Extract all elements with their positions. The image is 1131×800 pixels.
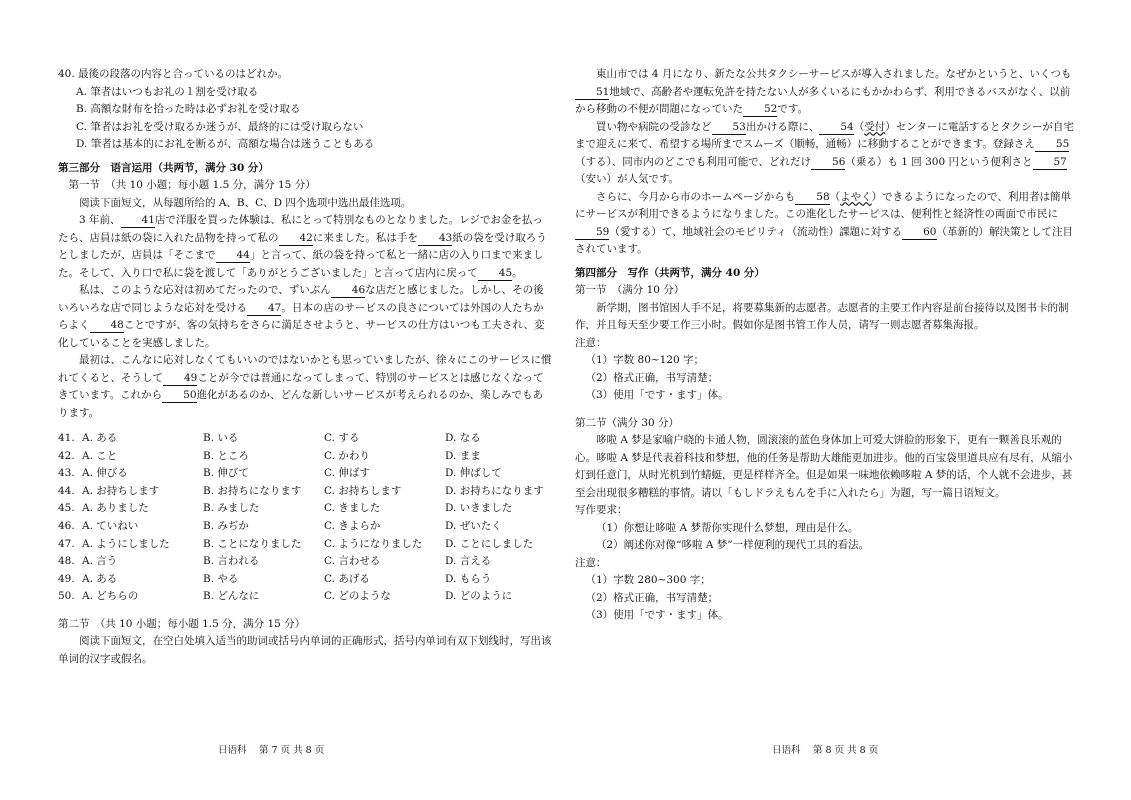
blank-60: 60 — [902, 226, 936, 240]
writing2-requirements-label: 写作要求： — [575, 504, 628, 516]
choice-row — [58, 571, 544, 589]
choice-row — [58, 448, 544, 466]
writing2-requirement: （2）阐述你对像“哆啦 A 梦”一样便利的现代工具的看法。 — [596, 539, 870, 551]
writing1-note: （1）字数 80~120 字； — [585, 354, 705, 366]
choice-row — [58, 465, 544, 483]
choice-number: 50. — [58, 590, 75, 603]
passage-text: 進化があるのか、どんな新しいサービスが考えられるのか、楽しみでもあります。 — [58, 389, 544, 419]
passage-text: 東山市では 4 月になり、新たな公共タクシーサービスが導入されました。なぜかというと、いくつも — [596, 68, 1072, 80]
writing2-note-label: 注意： — [575, 556, 607, 569]
passage-text: （ — [853, 120, 865, 133]
choice-number: 45. — [58, 502, 75, 515]
passage-text: （愛する）て、地域社会のモビリティ（流动性）課題に対する — [609, 225, 903, 238]
writing2-requirement: （1）你想让哆啦 A 梦帮你实现什么梦想，理由是什么。 — [596, 521, 859, 534]
left-column — [58, 66, 553, 668]
passage-text: （ — [829, 190, 841, 203]
choice-option-a: A. 伸びる — [82, 467, 128, 480]
blank-58: 58 — [795, 191, 829, 205]
choice-option-c: C. 言わせる — [324, 555, 381, 568]
choice-option-b: B. お持ちになります — [203, 484, 302, 497]
choice-option-c: C. きました — [324, 502, 381, 515]
choice-number: 43. — [58, 467, 75, 480]
choice-option-b: B. いる — [203, 432, 239, 444]
blank-44: 44 — [216, 249, 250, 263]
passage-text: 買い物や病院の受診など — [596, 120, 712, 133]
choice-option-d: D. もらう — [445, 572, 492, 585]
right-column — [575, 66, 1075, 625]
section2-instructions: 阅读下面短文，在空白处填入适当的助词或括号内单词的正确形式，括号内单词有双下划线时，写出该单词的汉字或假名。 — [58, 635, 552, 665]
choice-number: 46. — [58, 519, 75, 532]
writing2-title: 第二节（满分 30 分） — [575, 416, 680, 429]
passage-text: （安い）が人気です。 — [575, 173, 680, 185]
choice-option-a: A. ていねい — [82, 519, 139, 532]
passage-text: 。日本の店のサービスの良さについては外国の人たちからよく — [58, 301, 544, 331]
choice-option-c: C. あげる — [324, 572, 370, 585]
choice-option-c: C. ようになりました — [324, 537, 423, 550]
choice-option-b: B. どんなに — [203, 590, 260, 603]
passage-text: に来ました。私は手を — [312, 231, 418, 244]
part4-title: 第四部分 写作（共两节，满分 40 分） — [575, 266, 765, 279]
choice-option-c: C. どのような — [324, 590, 391, 603]
choice-option-d: D. どのように — [445, 590, 513, 603]
choice-option-b: B. ことになりました — [203, 537, 302, 550]
choice-number: 48. — [58, 555, 75, 568]
passage-text: 3 年前、 — [79, 214, 121, 226]
choice-option-b: B. 伸びて — [203, 467, 249, 480]
choice-number: 41. — [58, 432, 75, 444]
choice-option-a: A. ある — [82, 572, 118, 585]
passage-text: ことが今では普通になってしまって、特別のサービスとは感じなくなってきています。これから — [58, 371, 544, 401]
choice-option-d: D. ことにしました — [445, 537, 534, 550]
blank-46: 46 — [331, 284, 365, 298]
underlined-word-54: 受付 — [864, 120, 886, 133]
choice-option-c: C. きよらか — [324, 519, 381, 532]
section1-title: 第一节 （共 10 小题；每小题 1.5 分，满分 15 分） — [68, 179, 316, 191]
choice-option-b: B. みぢか — [203, 519, 249, 532]
passage-text: 最初は、こんなに応対しなくてもいいのではないかとも思っていましたが、徐々にこのサービスに慣れてくると、そうして — [58, 354, 552, 384]
choice-number: 44. — [58, 484, 75, 497]
choice-option-a: A. こと — [82, 449, 118, 462]
choice-option-a: A. お持ちします — [82, 484, 160, 497]
passage-text: さらに、今月から市のホームページからも — [596, 190, 796, 203]
passage-paragraph-2 — [58, 282, 553, 352]
q40-stem: 40. 最後の段落の内容と合っているのはどれか。 — [58, 68, 289, 80]
passage-text: 地域で、高齢者や運転免許を持たない人が多くいるにもかかわらず、利用できるバスがなく、以前から移動の不便が問題になっていた — [575, 85, 1071, 115]
passage-text: 店で洋服を買った体験は、私にとって特別なものとなりました。レジでお金を払ったら、店員は紙の袋に入れた品物を持って私の — [58, 214, 543, 244]
choice-option-d: D. いきました — [445, 502, 513, 515]
passage2-paragraph-1 — [575, 66, 1075, 119]
writing2-note: （3）使用「です・ます」体。 — [585, 609, 729, 621]
passage-text: 。 — [512, 266, 523, 279]
choice-option-c: C. お持ちします — [324, 484, 402, 497]
choice-number: 42. — [58, 449, 75, 462]
blank-41: 41 — [121, 214, 155, 228]
passage-text: な店だと感じました。しかし、その後いろいろな店で同じような応対を受ける — [58, 284, 544, 314]
choice-option-a: A. 言う — [82, 555, 118, 568]
q40-option-d: D. 筆者は基本的にお礼を断るが、高額な場合は迷うこともある — [76, 138, 375, 150]
writing2-note: （1）字数 280~300 字； — [585, 574, 711, 586]
blank-50: 50 — [162, 389, 196, 403]
blank-56: 56 — [811, 156, 845, 170]
section1-instructions: 阅读下面短文，从每题所给的 A、B、C、D 四个选项中选出最佳选项。 — [79, 196, 412, 209]
choice-option-d: D. ぜいたく — [445, 519, 502, 532]
passage-text: 出かける際に、 — [745, 120, 820, 133]
writing2-body: 哆啦 A 梦是家喻户晓的卡通人物，圆滚滚的蓝色身体加上可爱大饼脸的形象下，更有一颗善良乐观的心。哆啦 A 梦是代表着科技和梦想，他的任务是帮助大雄能更加进步。他的百宝袋里道具应有尽有，从缩小灯到任意门，从时光机到竹蜻蜓，更是样样齐全。但是如果一味地依赖哆啦 A 梦的话，个人就不会进步，甚至会出现很多糟糕的事情。请以「もしドラえもんを手に入れたら」为题，写一篇日语短文。 — [575, 434, 1073, 499]
q40-option-c: C. 筆者はお礼を受け取るか迷うが、最終的には受け取らない — [76, 120, 364, 133]
passage-text: （革新的）解決策として注目されています。 — [575, 225, 1073, 255]
choice-number: 47. — [58, 537, 75, 550]
passage2-paragraph-2 — [575, 119, 1075, 189]
choice-option-b: B. ところ — [203, 449, 249, 462]
part3-title: 第三部分 语言运用（共两节，满分 30 分） — [58, 161, 269, 174]
choice-option-b: B. 言われる — [203, 555, 260, 568]
choice-row — [58, 588, 544, 606]
choice-number: 49. — [58, 572, 75, 585]
passage-text: 紙の袋を受け取ろうとしましたが、店員は「そこまで — [58, 231, 547, 261]
passage-text: 」と言って、紙の袋を持って私と一緒に店の入り口まで来ました。そして、入り口で私に袋を渡して「ありがとうございました」と言って店内に戻って — [58, 249, 544, 279]
choice-option-d: D. なる — [445, 432, 481, 444]
choice-row — [58, 483, 544, 501]
passage-paragraph-1 — [58, 212, 553, 282]
writing1-note: （2）格式正确，书写清楚； — [585, 371, 719, 384]
passage-text: 私は、このような応対は初めてだったので、ずいぶん — [79, 284, 331, 296]
blank-49: 49 — [163, 372, 197, 386]
blank-48: 48 — [90, 319, 124, 333]
choice-row — [58, 500, 544, 518]
blank-54: 54 — [819, 121, 853, 135]
blank-51: 51 — [575, 86, 609, 100]
choice-option-b: B. やる — [203, 572, 239, 585]
choice-option-d: D. お持ちになります — [445, 484, 544, 497]
writing2-note: （2）格式正确，书写清楚； — [585, 591, 719, 604]
blank-59: 59 — [575, 226, 609, 240]
choice-option-d: D. 言える — [445, 555, 492, 568]
passage-text: （する）、同市内のどこでも利用可能で、どれだけ — [575, 155, 812, 168]
q40-option-a: A. 筆者はいつもお礼の１割を受け取る — [76, 85, 259, 98]
choice-option-a: A. ありました — [82, 502, 149, 515]
choice-option-d: D. 伸ばして — [445, 467, 502, 480]
writing1-title: 第一节 （满分 10 分） — [575, 284, 685, 296]
passage-text: ）できるようになったので、利用者は簡単にサービスが利用できるようになりました。この進化したサービスは、便利性と経済性の両面で市民に — [575, 190, 1071, 220]
choice-option-c: C. 伸ばす — [324, 467, 370, 480]
blank-47: 47 — [247, 302, 281, 316]
passage-text: ことですが、客の気持ちをさらに満足させようと、サービスの仕方はいつも工夫され、変化していることを実感しました。 — [58, 319, 545, 349]
choice-row — [58, 553, 544, 571]
blank-43: 43 — [418, 232, 452, 246]
choice-option-d: D. まま — [445, 449, 481, 462]
blank-57: 57 — [1033, 156, 1067, 170]
passage-paragraph-3 — [58, 352, 553, 422]
choice-option-c: C. する — [324, 432, 360, 444]
choice-option-a: A. ある — [82, 432, 118, 444]
page-footer-left: 日语科 第 7 页 共 8 页 — [218, 745, 325, 756]
section2-title: 第二节 （共 10 小题；每小题 1.5 分，满分 15 分） — [58, 617, 306, 630]
blank-55: 55 — [1035, 138, 1069, 152]
choice-row — [58, 430, 544, 448]
blank-53: 53 — [712, 121, 746, 135]
passage-text: ）センターに電話するとタクシーが自宅まで迎えに来て、希望する場所までスムーズ（顺畅，通畅）に移動することができます。登録さえ — [575, 120, 1074, 150]
underlined-word-58: よやく — [840, 190, 872, 203]
choice-row — [58, 518, 544, 536]
choice-option-b: B. みました — [203, 502, 260, 515]
choice-option-a: A. ようにしました — [82, 537, 170, 550]
choices-table — [58, 430, 544, 606]
choice-option-a: A. どちらの — [82, 590, 139, 603]
choice-option-c: C. かわり — [324, 449, 370, 462]
choice-row — [58, 536, 544, 554]
blank-45: 45 — [478, 267, 512, 281]
blank-42: 42 — [279, 232, 313, 246]
writing1-body: 新学期，图书馆因人手不足，将要募集新的志愿者。志愿者的主要工作内容是前台接待以及图书卡的制作，并且每天至少要工作三小时。假如你是图书管工作人员，请写一则志愿者募集海报。 — [575, 301, 1069, 331]
passage2-paragraph-3 — [575, 189, 1075, 259]
writing1-note: （3）使用「です・ます」体。 — [585, 389, 729, 401]
writing1-note-label: 注意： — [575, 336, 607, 349]
passage-text: です。 — [777, 103, 809, 115]
page-footer-right: 日语科 第 8 页 共 8 页 — [772, 745, 879, 756]
blank-52: 52 — [743, 103, 777, 117]
q40-option-b: B. 高額な財布を拾った時は必ずお礼を受け取る — [76, 103, 301, 115]
passage-text: （乗る）も 1 回 300 円という便利さと — [845, 155, 1033, 168]
